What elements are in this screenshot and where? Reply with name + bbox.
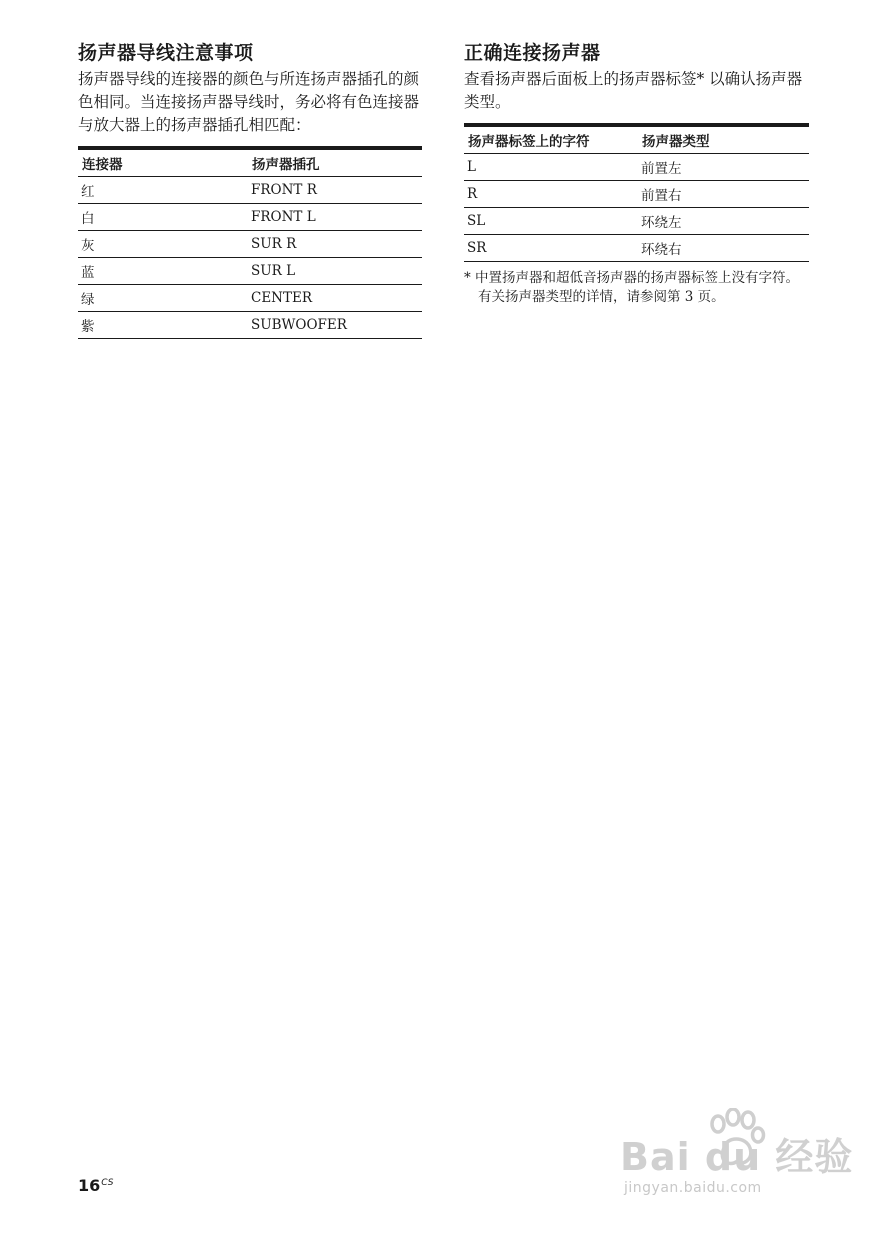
- table-row: [78, 312, 422, 339]
- speaker-type-cell: 前置左: [638, 154, 809, 181]
- baidu-jingyan-watermark: [620, 1108, 854, 1208]
- table-row: [78, 285, 422, 312]
- column-header-label-character: 扬声器标签上的字符: [464, 125, 638, 154]
- connector-jack-table: [78, 146, 422, 339]
- page-number-suffix: CS: [101, 1177, 114, 1188]
- connector-color-cell: 白: [78, 204, 248, 231]
- section-body-speaker-cord-notes: 扬声器导线的连接器的颜色与所连扬声器插孔的颜色相同。当连接扬声器导线时，务必将有色连接器与放大器上的扬声器插孔相匹配：: [78, 70, 420, 134]
- connector-color-cell: 灰: [78, 231, 248, 258]
- column-header-connector: 连接器: [78, 148, 248, 177]
- table-row: [464, 235, 809, 262]
- speaker-jack-cell: FRONT R: [248, 177, 422, 204]
- column-header-speaker-type: 扬声器类型: [638, 125, 809, 154]
- label-character-cell: R: [464, 181, 638, 208]
- table-row: [464, 181, 809, 208]
- table-row: [78, 231, 422, 258]
- connector-color-cell: 绿: [78, 285, 248, 312]
- speaker-jack-cell: SUBWOOFER: [248, 312, 422, 339]
- column-header-speaker-jack: 扬声器插孔: [248, 148, 422, 177]
- page-number-value: 16: [78, 1176, 101, 1195]
- footnote: * 中置扬声器和超低音扬声器的扬声器标签上没有字符。有关扬声器类型的详情，请参阅第 3 页。: [464, 270, 800, 305]
- speaker-jack-cell: SUR L: [248, 258, 422, 285]
- speaker-jack-cell: SUR R: [248, 231, 422, 258]
- section-body-connect-speakers: 查看扬声器后面板上的扬声器标签* 以确认扬声器类型。: [464, 70, 803, 111]
- speaker-jack-cell: FRONT L: [248, 204, 422, 231]
- connector-color-cell: 紫: [78, 312, 248, 339]
- label-character-cell: L: [464, 154, 638, 181]
- label-character-cell: SR: [464, 235, 638, 262]
- section-title-speaker-cord-notes: 扬声器导线注意事项: [78, 42, 254, 64]
- table-row: [464, 208, 809, 235]
- speaker-type-cell: 环绕右: [638, 235, 809, 262]
- watermark-url: jingyan.baidu.com: [624, 1180, 762, 1196]
- speaker-type-cell: 环绕左: [638, 208, 809, 235]
- table-row: [464, 154, 809, 181]
- left-column: [78, 40, 422, 339]
- page-number: [78, 1176, 113, 1195]
- table-row: [78, 258, 422, 285]
- table-header-row: [78, 148, 422, 177]
- table-row: [78, 177, 422, 204]
- connector-color-cell: 蓝: [78, 258, 248, 285]
- speaker-type-cell: 前置右: [638, 181, 809, 208]
- label-character-cell: SL: [464, 208, 638, 235]
- table-header-row: [464, 125, 809, 154]
- speaker-label-table: [464, 123, 809, 262]
- watermark-brand-text: Bai du 经验: [620, 1135, 854, 1179]
- section-title-connect-speakers: 正确连接扬声器: [464, 42, 601, 64]
- connector-color-cell: 红: [78, 177, 248, 204]
- right-column: [464, 40, 809, 307]
- table-row: [78, 204, 422, 231]
- speaker-jack-cell: CENTER: [248, 285, 422, 312]
